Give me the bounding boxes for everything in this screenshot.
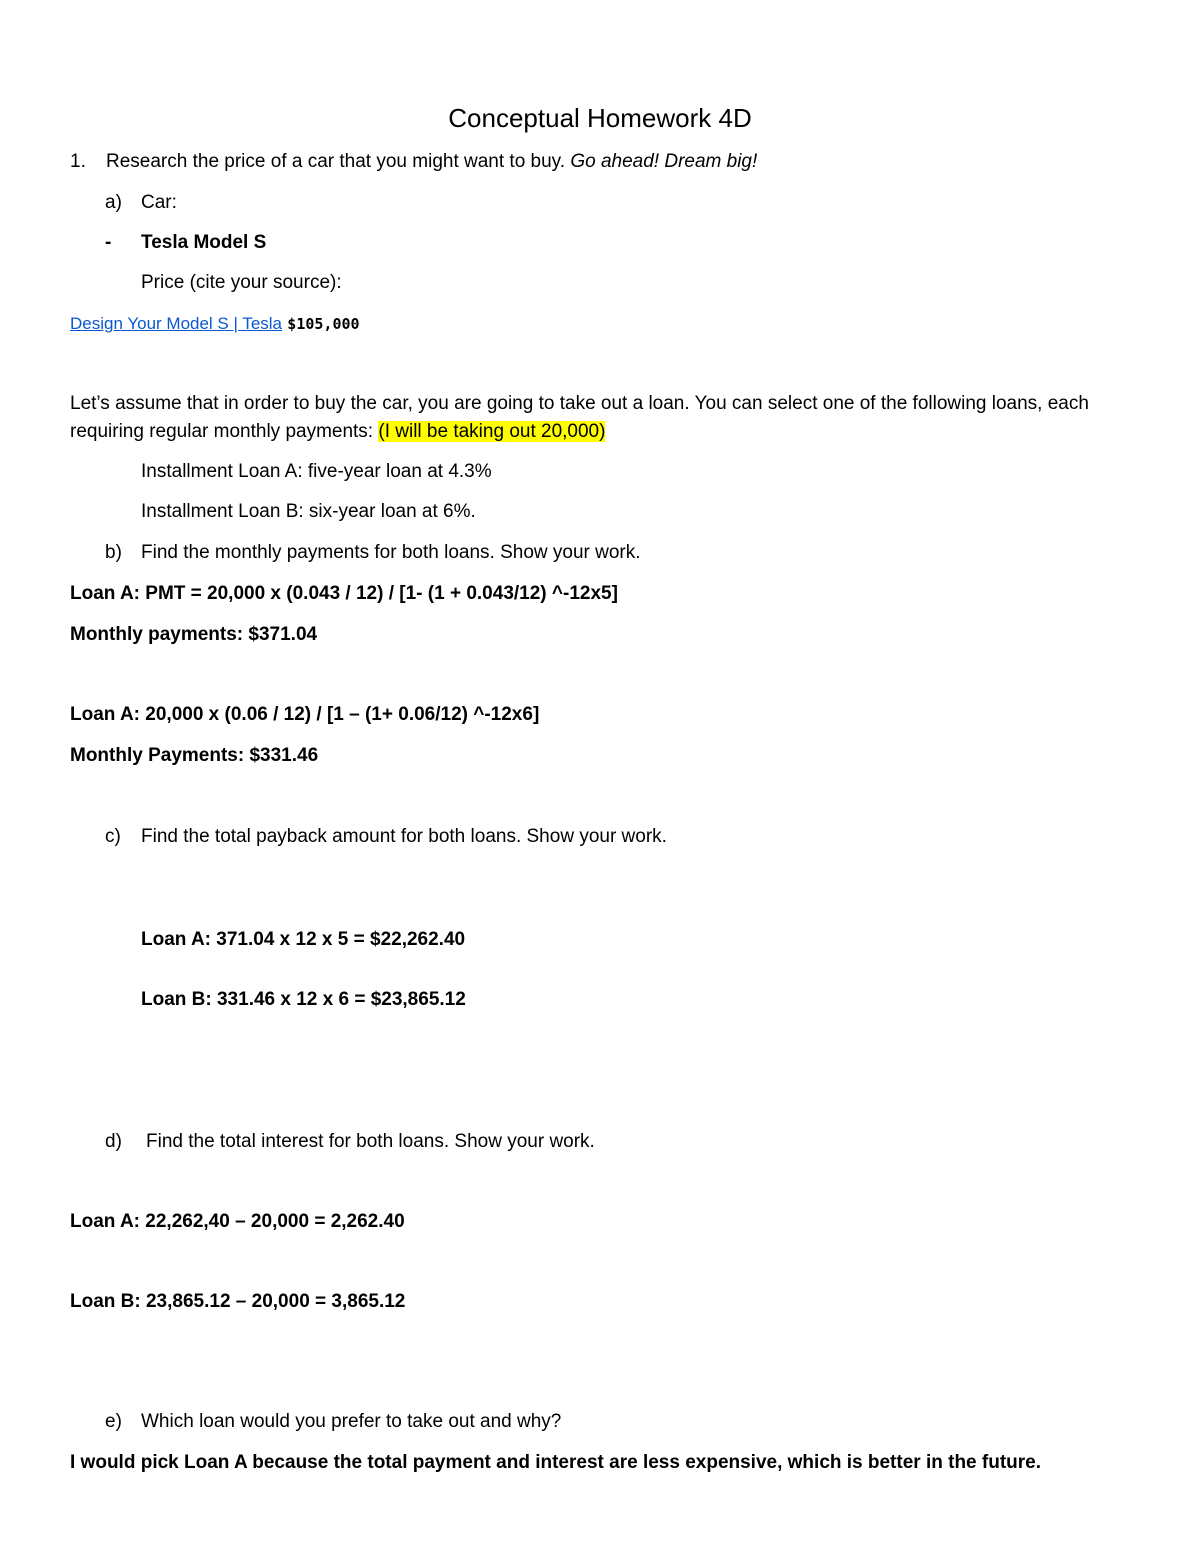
source-link[interactable]: Design Your Model S | Tesla xyxy=(70,314,283,333)
dash-bullet: - xyxy=(105,232,112,253)
part-c xyxy=(105,825,667,849)
part-b-prompt: Find the monthly payments for both loans. Show your work. xyxy=(141,542,641,563)
question-1 xyxy=(70,150,757,174)
part-e-marker: e) xyxy=(105,1411,122,1432)
part-d-marker: d) xyxy=(105,1131,122,1152)
part-e xyxy=(105,1410,561,1434)
page-title: Conceptual Homework 4D xyxy=(448,103,752,133)
part-e-prompt: Which loan would you prefer to take out and why? xyxy=(141,1411,562,1432)
loan-a-total-interest: Loan A: 22,262,40 – 20,000 = 2,262.40 xyxy=(70,1211,405,1232)
car-price: $105,000 xyxy=(287,315,360,333)
loan-a-total-payback: Loan A: 371.04 x 12 x 5 = $22,262.40 xyxy=(141,929,466,950)
part-a xyxy=(105,191,177,215)
part-d xyxy=(105,1130,595,1154)
part-b xyxy=(105,541,641,565)
part-a-marker: a) xyxy=(105,192,122,213)
car-entry xyxy=(105,231,266,255)
loan-b-payment-work: Loan A: 20,000 x (0.06 / 12) / [1 – (1+ 0.06/12) ^-12x6] xyxy=(70,704,540,725)
question-prompt: Research the price of a car that you might want to buy. xyxy=(106,151,571,172)
final-answer: I would pick Loan A because the total payment and interest are less expensive, which is better in the future. xyxy=(70,1452,1042,1473)
question-prompt-italic: Go ahead! Dream big! xyxy=(570,151,758,172)
loan-option-a: Installment Loan A: five-year loan at 4.3% xyxy=(141,461,492,482)
price-line xyxy=(70,312,360,336)
part-c-prompt: Find the total payback amount for both loans. Show your work. xyxy=(141,826,667,847)
highlighted-amount: (I will be taking out 20,000) xyxy=(378,421,606,442)
part-d-prompt: Find the total interest for both loans. Show your work. xyxy=(146,1131,595,1152)
loan-intro-text: Let’s assume that in order to buy the car, you are going to take out a loan. You can select one of the following loans, each requiring regular monthly payments: xyxy=(70,393,1089,442)
loan-b-monthly-payment: Monthly Payments: $331.46 xyxy=(70,745,319,766)
price-label: Price (cite your source): xyxy=(141,272,342,293)
loan-b-total-payback: Loan B: 331.46 x 12 x 6 = $23,865.12 xyxy=(141,989,466,1010)
loan-b-total-interest: Loan B: 23,865.12 – 20,000 = 3,865.12 xyxy=(70,1291,406,1312)
loan-intro xyxy=(70,390,1130,446)
part-b-marker: b) xyxy=(105,542,122,563)
part-a-label: Car: xyxy=(141,192,177,213)
part-c-marker: c) xyxy=(105,826,121,847)
question-number: 1. xyxy=(70,151,86,172)
loan-option-b: Installment Loan B: six-year loan at 6%. xyxy=(141,501,476,522)
loan-a-monthly-payment: Monthly payments: $371.04 xyxy=(70,624,318,645)
car-name: Tesla Model S xyxy=(141,232,267,253)
loan-a-payment-work: Loan A: PMT = 20,000 x (0.043 / 12) / [1- (1 + 0.043/12) ^-12x5] xyxy=(70,583,618,604)
